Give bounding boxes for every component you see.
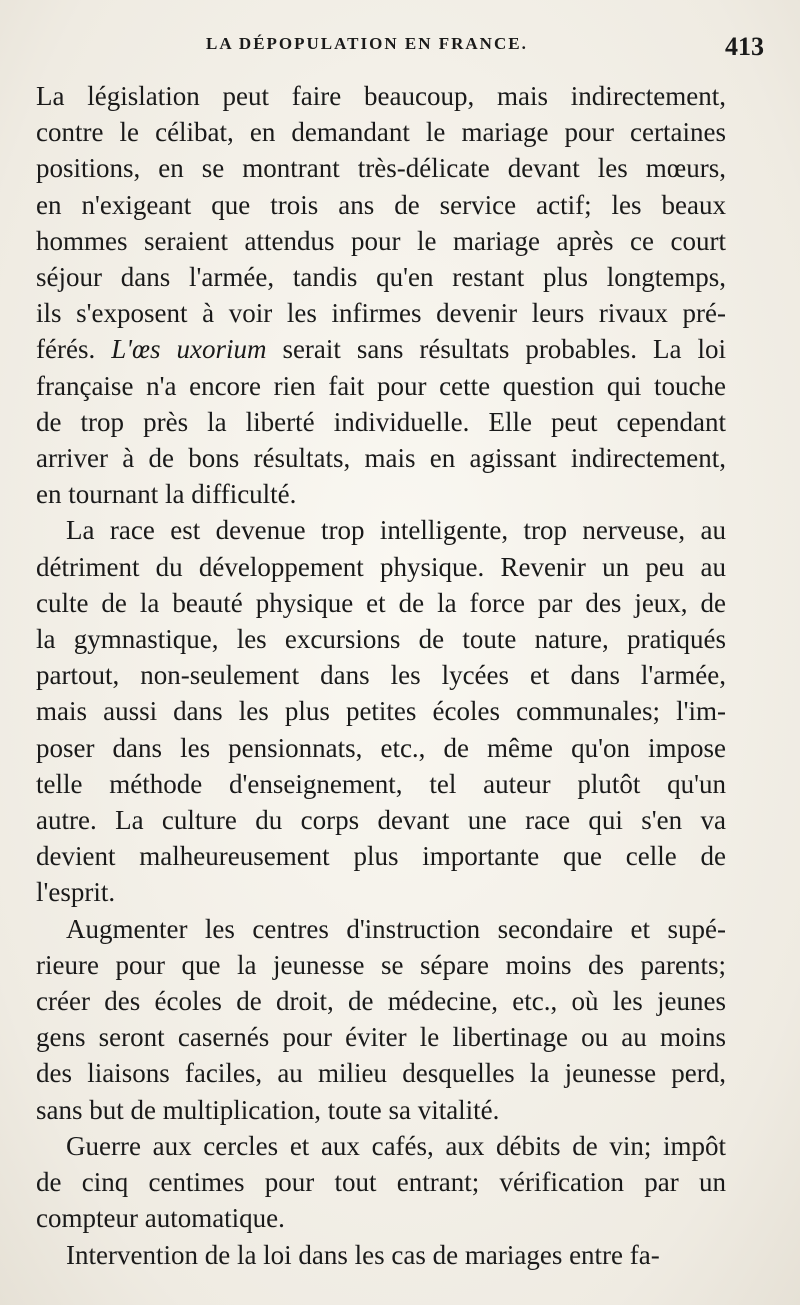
text-line: arriver à de bons résultats, mais en agissant indirectement, [36,443,726,474]
text-line: l'esprit. [36,877,116,908]
text-line: partout, non-seulement dans les lycées et dans l'armée, [36,660,726,691]
text-line: rieure pour que la jeunesse se sépare moins des parents; [36,949,726,980]
text-line: Augmenter les centres d'instruction secondaire et supé- [66,913,726,944]
paragraph [36,78,726,512]
text-line: compteur automatique. [36,1203,285,1234]
text-line: ils s'exposent à voir les infirmes devenir leurs rivaux pré- [36,298,726,329]
text-line: hommes seraient attendus pour le mariage après ce court [36,225,726,256]
text-line: positions, en se montrant très-délicate devant les mœurs, [36,153,726,184]
paragraph [36,1128,726,1237]
body-text [36,78,726,1273]
page-header [36,32,764,66]
text-line: gens seront casernés pour éviter le libertinage ou au moins [36,1022,726,1053]
text-line: des liaisons faciles, au milieu desquelles la jeunesse perd, [36,1058,726,1089]
text-line: sans but de multiplication, toute sa vitalité. [36,1094,500,1125]
paragraph [36,512,726,910]
paragraph [36,1237,726,1273]
text-line: La race est devenue trop intelligente, trop nerveuse, au [66,515,726,546]
text-line: créer des écoles de droit, de médecine, etc., où les jeunes [36,986,726,1017]
running-title: LA DÉPOPULATION EN FRANCE. [206,34,528,53]
text-line: autre. La culture du corps devant une race qui s'en va [36,805,726,836]
text-line: de cinq centimes pour tout entrant; vérification par un [36,1167,726,1198]
text-line: devient malheureusement plus importante que celle de [36,841,726,872]
paragraph [36,911,726,1128]
text-line: de trop près la liberté individuelle. Elle peut cependant [36,406,726,437]
text-line: telle méthode d'enseignement, tel auteur plutôt qu'un [36,768,726,799]
text-line: culte de la beauté physique et de la force par des jeux, de [36,587,726,618]
text-line: française n'a encore rien fait pour cette question qui touche [36,370,726,401]
text-line: Intervention de la loi dans les cas de mariages entre fa- [66,1239,660,1270]
latin-phrase: L'œs uxorium [111,334,267,365]
text-line: en n'exigeant que trois ans de service actif; les beaux [36,189,726,220]
text-line: mais aussi dans les plus petites écoles communales; l'im- [36,696,726,727]
text-line: détriment du développement physique. Revenir un peu au [36,551,726,582]
text-line: séjour dans l'armée, tandis qu'en restant plus longtemps, [36,262,726,293]
text-line: en tournant la difficulté. [36,479,297,510]
text-line: La législation peut faire beaucoup, mais indirectement, [36,81,726,111]
text-line: Guerre aux cercles et aux cafés, aux débits de vin; impôt [66,1130,726,1161]
text-line: férés. L'œs uxorium serait sans résultats probables. La loi [36,334,726,365]
page-number: 413 [725,32,764,61]
text-line: la gymnastique, les excursions de toute nature, pratiqués [36,624,726,655]
text-line: contre le célibat, en demandant le mariage pour certaines [36,117,726,148]
text-line: poser dans les pensionnats, etc., de même qu'on impose [36,732,726,763]
